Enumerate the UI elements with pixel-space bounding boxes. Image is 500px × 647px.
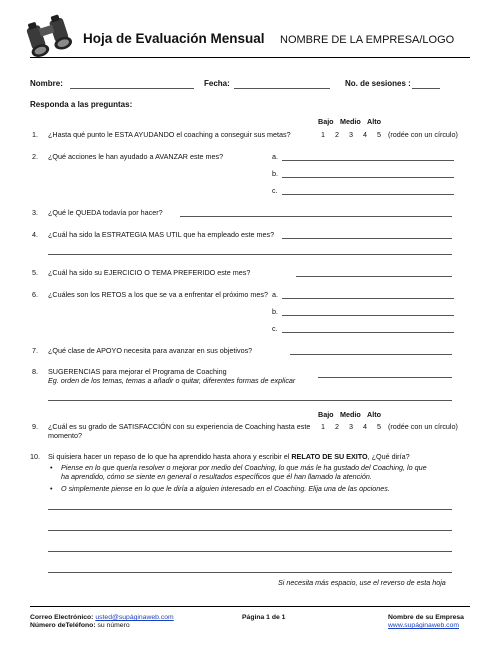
q6-answer-c[interactable]	[282, 332, 454, 333]
question-9-text-line2: momento?	[48, 431, 82, 440]
scale-note-q9: (rodée con un círculo)	[388, 422, 458, 431]
q8-answer-1[interactable]	[318, 377, 452, 378]
question-1-number: 1.	[32, 130, 38, 139]
binoculars-logo-icon	[22, 14, 78, 62]
question-10-text-bold: RELATO DE SU EXITO	[291, 452, 368, 461]
question-8-subtext: Eg. orden de los temas, temas a añadir o quitar, diferentes formas de explicar	[48, 376, 296, 385]
option-b-label: b.	[272, 169, 278, 178]
q3-answer[interactable]	[180, 216, 452, 217]
bullet-icon: •	[50, 484, 53, 493]
scale-mid-label: Medio	[340, 410, 361, 419]
question-7-number: 7.	[32, 346, 38, 355]
sessions-label: No. de sesiones :	[345, 79, 411, 88]
question-2-text: ¿Qué acciones le han ayudado a AVANZAR este mes?	[48, 152, 224, 161]
question-10-bullet2: O simplemente piense en lo que le diría a alguien interesado en el Coaching. Elija una de las opciones.	[61, 484, 390, 493]
email-label: Correo Electrónico:	[30, 614, 94, 621]
q7-answer[interactable]	[290, 354, 452, 355]
question-7-text: ¿Qué clase de APOYO necesita para avanzar en sus objetivos?	[48, 346, 253, 355]
header-rule	[30, 57, 470, 58]
scale-mid-label: Medio	[340, 117, 361, 126]
q4-answer-1[interactable]	[282, 238, 452, 239]
rating-3[interactable]: 3	[349, 130, 353, 139]
rating-3[interactable]: 3	[349, 422, 353, 431]
scale-high-label: Alto	[367, 410, 381, 419]
rating-5[interactable]: 5	[377, 422, 381, 431]
rating-1[interactable]: 1	[321, 422, 325, 431]
q10-answer-3[interactable]	[48, 551, 452, 552]
question-6-text: ¿Cuáles son los RETOS a los que se va a enfrentar el próximo mes?	[48, 290, 268, 299]
q6-answer-a[interactable]	[282, 298, 454, 299]
option-c-label: c.	[272, 324, 278, 333]
question-1-text: ¿Hasta qué punto le ESTA AYUDANDO el coaching a conseguir sus metas?	[48, 130, 291, 139]
option-c-label: c.	[272, 186, 278, 195]
q8-answer-2[interactable]	[48, 400, 452, 401]
question-8-text: SUGERENCIAS para mejorar el Programa de Coaching	[48, 367, 227, 376]
question-10-bullet1-line2: ha aprendido, cómo se siente en general o resultados específicos que él han llamado la atención.	[61, 472, 372, 481]
option-a-label: a.	[272, 152, 278, 161]
question-4-text: ¿Cuál ha sido la ESTRATEGIA MAS UTIL que ha empleado este mes?	[48, 230, 275, 239]
footer-email	[30, 614, 174, 621]
question-5-number: 5.	[32, 268, 38, 277]
instructions: Responda a las preguntas:	[30, 100, 133, 109]
rating-scale-q9[interactable]	[316, 422, 386, 431]
question-2-number: 2.	[32, 152, 38, 161]
company-name-logo: NOMBRE DE LA EMPRESA/LOGO	[280, 34, 455, 46]
scale-note-q1: (rodée con un círculo)	[388, 130, 458, 139]
q2-answer-c[interactable]	[282, 194, 454, 195]
question-5-text: ¿Cuál ha sido su EJERCICIO O TEMA PREFERIDO este mes?	[48, 268, 251, 277]
question-10-bullet1-line1: Piense en lo que quería resolver o mejorar por medio del Coaching, lo que más le ha gustado del Coaching, lo que	[61, 463, 427, 472]
option-b-label: b.	[272, 307, 278, 316]
question-10-text-post: , ¿Qué diría?	[367, 452, 410, 461]
q10-answer-1[interactable]	[48, 509, 452, 510]
name-field[interactable]	[70, 88, 194, 89]
page-title: Hoja de Evaluación Mensual	[83, 31, 265, 46]
question-10-text-pre: Si quisiera hacer un repaso de lo que ha aprendido hasta ahora y escribir el	[48, 452, 292, 461]
scale-high-label: Alto	[367, 117, 381, 126]
question-4-number: 4.	[32, 230, 38, 239]
email-link[interactable]: usted@supáginaweb.com	[95, 614, 174, 621]
question-9-number: 9.	[32, 422, 38, 431]
rating-scale-q1[interactable]	[316, 130, 386, 139]
phone-label: Número deTeléfono:	[30, 622, 96, 629]
date-field[interactable]	[234, 88, 330, 89]
q6-answer-b[interactable]	[282, 315, 454, 316]
question-3-number: 3.	[32, 208, 38, 217]
option-a-label: a.	[272, 290, 278, 299]
q4-answer-2[interactable]	[48, 254, 452, 255]
footer-company-name: Nombre de su Empresa	[388, 614, 464, 621]
question-9-text-line1: ¿Cuál es su grado de SATISFACCIÓN con su experiencia de Coaching hasta este	[48, 422, 311, 431]
rating-4[interactable]: 4	[363, 130, 367, 139]
q2-answer-a[interactable]	[282, 160, 454, 161]
website-link[interactable]: www.supáginaweb.com	[388, 622, 460, 629]
footer-phone	[30, 622, 130, 629]
question-6-number: 6.	[32, 290, 38, 299]
date-label: Fecha:	[204, 79, 230, 88]
question-3-text: ¿Qué le QUEDA todavía por hacer?	[48, 208, 163, 217]
rating-1[interactable]: 1	[321, 130, 325, 139]
rating-2[interactable]: 2	[335, 130, 339, 139]
q10-answer-2[interactable]	[48, 530, 452, 531]
rating-2[interactable]: 2	[335, 422, 339, 431]
scale-low-label: Bajo	[318, 117, 334, 126]
q5-answer[interactable]	[296, 276, 452, 277]
question-10-text	[48, 452, 410, 461]
rating-4[interactable]: 4	[363, 422, 367, 431]
space-note: Si necesita más espacio, use el reverso de esta hoja	[278, 578, 446, 587]
scale-low-label: Bajo	[318, 410, 334, 419]
phone-value: su número	[97, 622, 130, 629]
footer-rule	[30, 606, 470, 607]
q10-answer-4[interactable]	[48, 572, 452, 573]
page-number: Página 1 de 1	[242, 614, 286, 621]
sessions-field[interactable]	[412, 88, 440, 89]
rating-5[interactable]: 5	[377, 130, 381, 139]
bullet-icon: •	[50, 463, 53, 472]
q2-answer-b[interactable]	[282, 177, 454, 178]
question-10-number: 10.	[30, 452, 40, 461]
question-8-number: 8.	[32, 367, 38, 376]
name-label: Nombre:	[30, 79, 63, 88]
